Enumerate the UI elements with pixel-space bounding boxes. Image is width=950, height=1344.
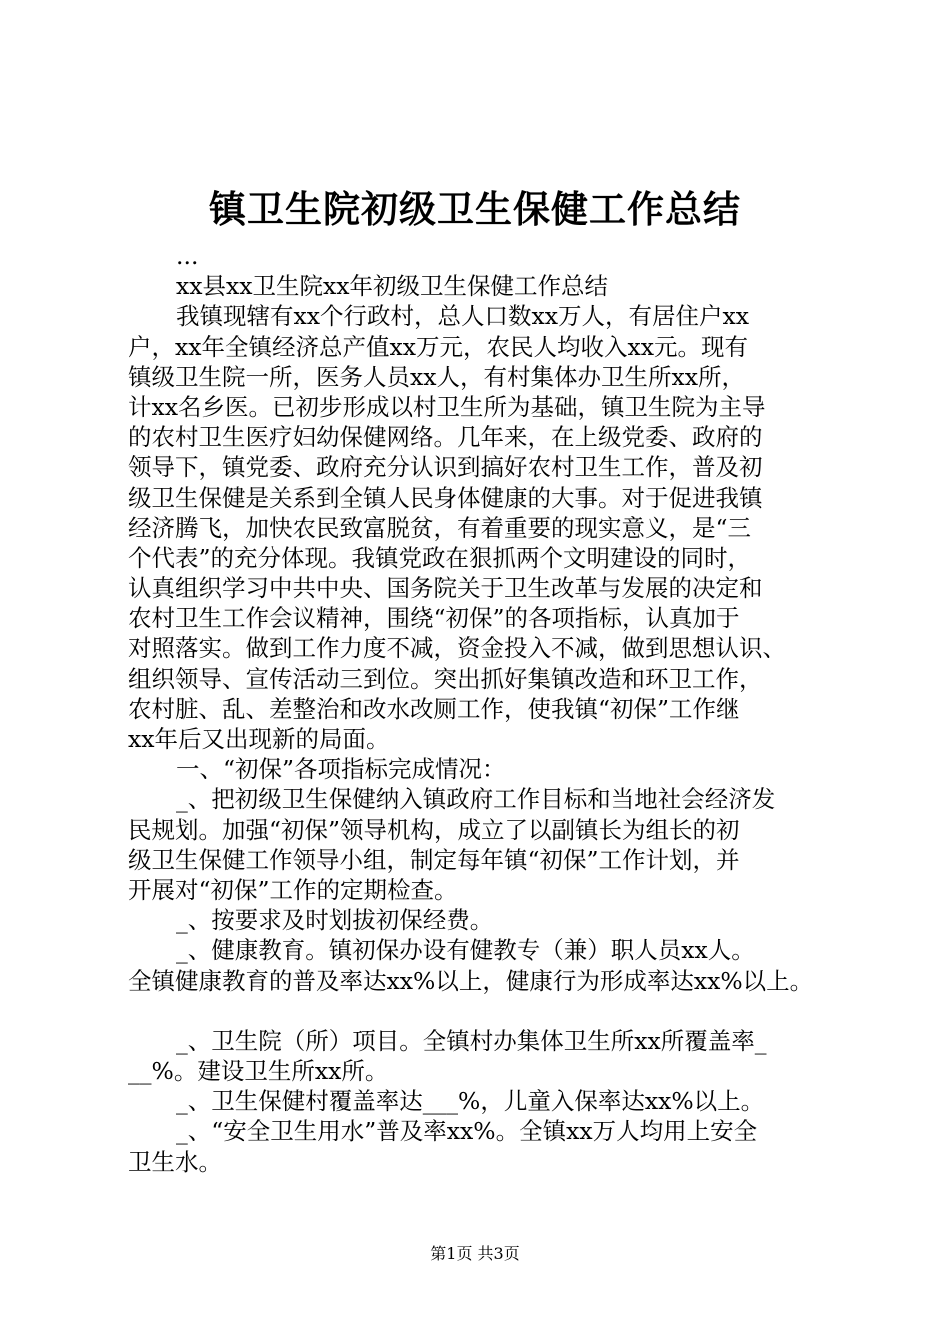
document-body xyxy=(128,241,856,1177)
ellipsis-line: ... xyxy=(176,242,199,270)
paragraph-line: 户，xx年全镇经济总产值xx万元，农民人均收入xx元。现有 xyxy=(128,332,749,361)
paragraph-line: _、“安全卫生用水”普及率xx%。全镇xx万人均用上安全 xyxy=(176,1117,758,1146)
paragraph-line: 农村脏、乱、差整治和改水改厕工作，使我镇“初保”工作继 xyxy=(128,694,740,723)
paragraph-line: 组织领导、宣传活动三到位。突出抓好集镇改造和环卫工作， xyxy=(128,664,763,693)
paragraph-line: 计xx名乡医。已初步形成以村卫生所为基础，镇卫生院为主导 xyxy=(128,392,766,421)
section-heading: 一、“初保”各项指标完成情况： xyxy=(176,755,506,784)
paragraph-line: 个代表”的充分体现。我镇党政在狠抓两个文明建设的同时， xyxy=(128,543,752,572)
paragraph-line: 镇级卫生院一所，医务人员xx人，有村集体办卫生所xx所， xyxy=(128,362,746,391)
paragraph-line: xx年后又出现新的局面。 xyxy=(128,725,390,753)
paragraph-line: 领导下，镇党委、政府充分认识到搞好农村卫生工作，普及初 xyxy=(128,453,763,482)
paragraph-line: 卫生水。 xyxy=(128,1147,222,1176)
paragraph-line: 认真组织学习中共中央、国务院关于卫生改革与发展的决定和 xyxy=(128,574,763,603)
paragraph-line: 全镇健康教育的普及率达xx%以上，健康行为形成率达xx%以上。 xyxy=(128,966,814,995)
paragraph-line: 级卫生保健工作领导小组，制定每年镇“初保”工作计划，并 xyxy=(128,845,740,874)
blank-line xyxy=(128,996,856,1026)
paragraph-line: 经济腾飞，加快农民致富脱贫，有着重要的现实意义，是“三 xyxy=(128,513,752,542)
paragraph-line: 民规划。加强“初保”领导机构，成立了以副镇长为组长的初 xyxy=(128,815,740,844)
paragraph-line: __%。建设卫生所xx所。 xyxy=(128,1057,389,1086)
paragraph-line: _、卫生保健村覆盖率达___%，儿童入保率达xx%以上。 xyxy=(176,1087,765,1116)
paragraph-line: 农村卫生工作会议精神，围绕“初保”的各项指标，认真加于 xyxy=(128,604,740,633)
paragraph-line: 我镇现辖有xx个行政村，总人口数xx万人，有居住户xx xyxy=(176,302,750,331)
document-title: 镇卫生院初级卫生保健工作总结 xyxy=(209,187,741,231)
paragraph-line: 开展对“初保”工作的定期检查。 xyxy=(128,875,458,904)
paragraph-line: _、按要求及时划拔初保经费。 xyxy=(176,906,494,935)
paragraph-line: 对照落实。做到工作力度不减，资金投入不减，做到思想认识、 xyxy=(128,634,786,663)
paragraph-line: _、把初级卫生保健纳入镇政府工作目标和当地社会经济发 xyxy=(176,785,776,814)
paragraph-line: 的农村卫生医疗妇幼保健网络。几年来，在上级党委、政府的 xyxy=(128,423,763,452)
paragraph-line: _、健康教育。镇初保办设有健教专（兼）职人员xx人。 xyxy=(176,936,755,965)
paragraph-line: _、卫生院（所）项目。全镇村办集体卫生所xx所覆盖率_ xyxy=(176,1026,767,1055)
subtitle-line: xx县xx卫生院xx年初级卫生保健工作总结 xyxy=(176,272,609,301)
paragraph-line: 级卫生保健是关系到全镇人民身体健康的大事。对于促进我镇 xyxy=(128,483,763,512)
page-footer: 第1页 共3页 xyxy=(430,1244,520,1263)
